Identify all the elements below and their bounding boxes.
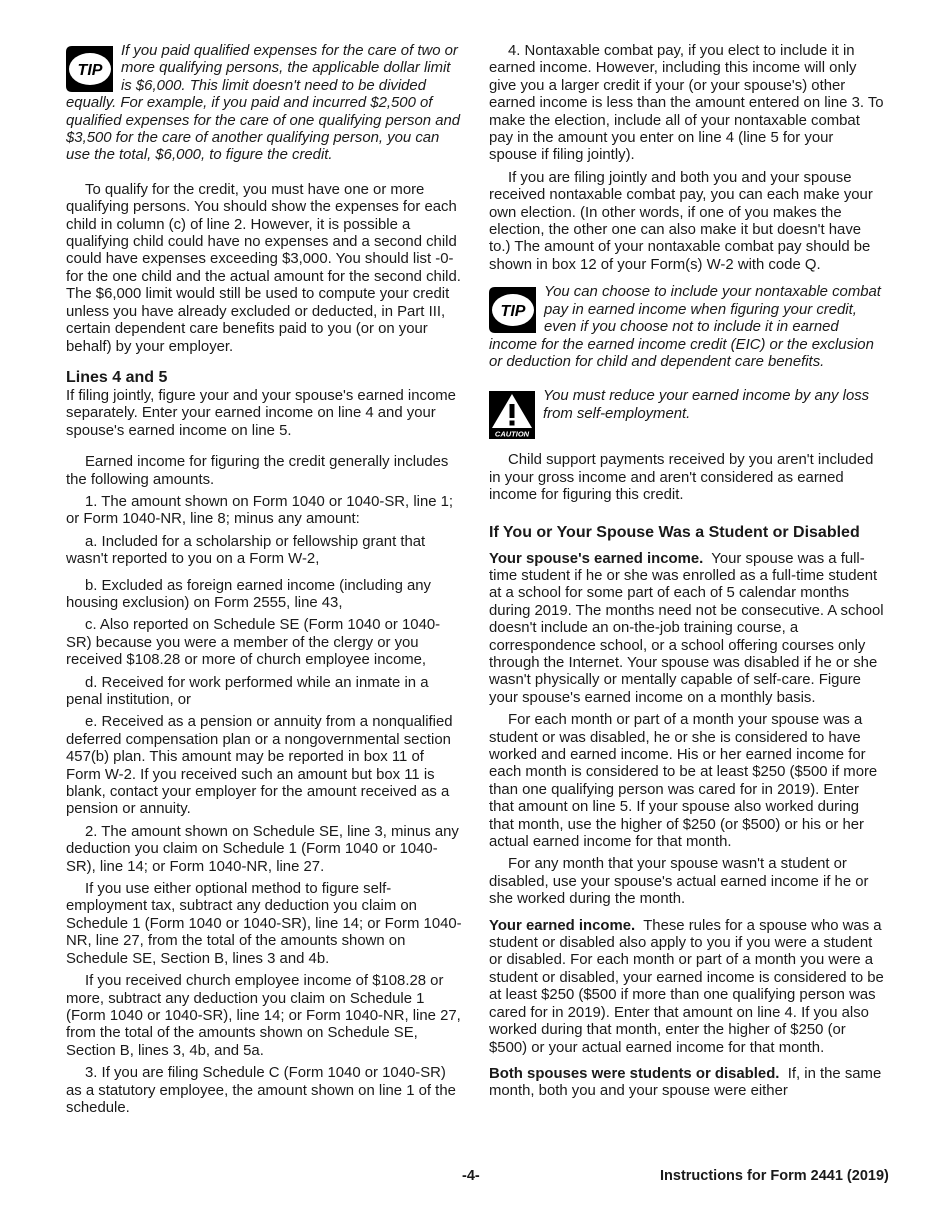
- list-item-a: a. Included for a scholarship or fellowship grant that wasn't reported to you on a Form W-2,: [66, 533, 426, 568]
- right-column: [489, 43, 885, 1101]
- both-spouses-text: If, in the same month, both you and your spouse were either: [489, 1065, 882, 1100]
- caution-text: You must reduce your earned income by any loss from self-employment.: [543, 388, 870, 422]
- paragraph-each-month: For each month or part of a month your spouse was a student or was disabled, he or she is considered to have worked and earned income. His or her earned income for each month is considered to be at least $250 ($500 if more than one qualifying person was cared for in 2019). Enter that amount on line 5. If your spouse also worked during that month, use the higher of $250 (or $500) or his or her actual earned income for that month.: [489, 712, 878, 851]
- caution-note: [489, 388, 885, 438]
- tip-text-expenses: If you paid qualified expenses for the care of two or more qualifying persons, the applicable dollar limit is $6,000. This limit doesn't need to be divided equally. For example, if you paid and incurred $2,500 of qualified expenses for the care of one qualifying person and $3,500 for the care of another qualifying person, you can use the total, $6,000, to figure the credit.: [66, 43, 461, 164]
- paragraph-spouse-earned-income: [489, 551, 885, 708]
- list-item-e: e. Received as a pension or annuity from a nonqualified deferred compensation plan or a nongovernmental section 457(b) plan. This amount may be reported in box 11 of Form W-2. If you received such an amount but box 11 is blank, contact your employer for the amount received as a pension or annuity.: [66, 714, 453, 818]
- list-item-d: d. Received for work performed while an inmate in a penal institution, or: [66, 674, 429, 708]
- tip-icon: [66, 46, 113, 92]
- paragraph-child-support: Child support payments received by you aren't included in your gross income and aren't considered as earned income for figuring this credit.: [489, 452, 874, 504]
- paragraph-both-spouses: [489, 1066, 885, 1101]
- list-item-3: 3. If you are filing Schedule C (Form 1040 or 1040-SR) as a statutory employee, the amount shown on line 1 of the schedule.: [66, 1065, 456, 1116]
- page-number: -4-: [462, 1168, 480, 1184]
- paragraph-your-earned-income: [489, 918, 885, 1057]
- left-column: [66, 43, 462, 1117]
- runin-your-earned-income: Your earned income.: [489, 917, 636, 934]
- paragraph-filing-jointly: If filing jointly, figure your and your spouse's earned income separately. Enter your earned income on line 4 and your spouse's earned income on line 5.: [66, 387, 456, 439]
- paragraph-optional-method: If you use either optional method to figure self-employment tax, subtract any deduction you claim on Schedule 1 (Form 1040 or 1040-SR), line 14; or Form 1040-NR, line 27, from the total of the amounts shown on Schedule SE, Section B, lines 3 and 4b.: [66, 881, 462, 967]
- spouse-earned-income-text: Your spouse was a full-time student if he or she was enrolled as a full-time student at a school for some part of each of 5 calendar months during 2019. The months need not be consecutive. A school doesn't include an on-the-job training course, a correspondence school, or a school offering courses only through the Internet. Your spouse was disabled if he or she wasn't physically or mentally capable of self-care. Figure your spouse's earned income on a monthly basis.: [489, 550, 884, 706]
- paragraph-any-month: For any month that your spouse wasn't a student or disabled, use your spouse's actual earned income if he or she worked during the month.: [489, 856, 869, 908]
- caution-label: CAUTION: [494, 429, 530, 439]
- paragraph-combat-pay: If you are filing jointly and both you and your spouse received nontaxable combat pay, you can each make your own election. (In other words, if one of you makes the election, the other one can also make it but doesn't have to.) The amount of your nontaxable combat pay should be shown in box 12 of your Form(s) W-2 with code Q.: [489, 169, 873, 273]
- tip-note-combat-pay: [489, 284, 885, 371]
- paragraph-qualify: To qualify for the credit, you must have one or more qualifying persons. You should show the expenses for each child in column (c) of line 2. However, it is possible a qualifying child could have no expenses and a second child could have expenses exceeding $3,000. You should list -0- for the one child and the actual amount for the second child. The $6,000 limit would still be used to compute your credit unless you have already excluded or deducted, in Part III, certain dependent care benefits paid to you (or on your behalf) by your employer.: [66, 181, 461, 355]
- tip-text-combat-pay: You can choose to include your nontaxable combat pay in earned income when figuring your credit, even if you choose not to include it in earned income for the earned income credit (EIC) or the exclusion or deduction for child and dependent care benefits.: [489, 284, 881, 370]
- list-item-2: 2. The amount shown on Schedule SE, line 3, minus any deduction you claim on Schedule 1 (Form 1040 or 1040-SR), line 14; or Form 1040-NR, line 27.: [66, 823, 459, 875]
- list-item-c: c. Also reported on Schedule SE (Form 1040 or 1040-SR) because you were a member of the clergy or you received $108.28 or more of church employee income,: [66, 617, 441, 669]
- heading-lines-4-and-5: Lines 4 and 5: [66, 368, 168, 386]
- paragraph-earned-income-includes: Earned income for figuring the credit generally includes the following amounts.: [66, 454, 449, 488]
- list-item-1: 1. The amount shown on Form 1040 or 1040-SR, line 1; or Form 1040-NR, line 8; minus any amount:: [66, 493, 454, 528]
- tip-icon: [489, 287, 536, 333]
- form-title: Instructions for Form 2441 (2019): [660, 1168, 889, 1184]
- list-item-4: 4. Nontaxable combat pay, if you elect to include it in earned income. However, including this income will only give you a larger credit if your (or your spouse's) other earned income is less than the amount entered on line 3. To make the election, include all of your nontaxable combat pay in the amount you enter on line 4 (line 5 for your spouse if filing jointly).: [489, 43, 884, 164]
- heading-student-disabled: If You or Your Spouse Was a Student or Disabled: [489, 523, 860, 541]
- tip-label: TIP: [77, 62, 103, 79]
- runin-spouse-earned-income: Your spouse's earned income.: [489, 550, 704, 567]
- paragraph-church-income: If you received church employee income of $108.28 or more, subtract any deduction you claim on Schedule 1 (Form 1040 or 1040-SR), line 14; or Form 1040-NR, line 27, from the total of the amounts shown on Schedule SE, Section B, lines 3, 4b, and 5a.: [66, 973, 461, 1059]
- tip-label: TIP: [500, 303, 526, 321]
- list-item-b: b. Excluded as foreign earned income (including any housing exclusion) on Form 2555, line 43,: [66, 577, 432, 611]
- caution-icon: [489, 391, 535, 439]
- tip-note-expenses: [66, 43, 462, 165]
- runin-both-spouses: Both spouses were students or disabled.: [489, 1065, 780, 1082]
- your-earned-income-text: These rules for a spouse who was a student or disabled also apply to you if you were a student or disabled. For each month or part of a month you were a student or disabled, your earned income is considered to be at least $250 ($500 if more than one qualifying person was cared for in 2019). Enter that amount on line 4. If you also worked during that month, enter the higher of $250 (or $500) or your actual earned income for that month.: [489, 917, 884, 1056]
